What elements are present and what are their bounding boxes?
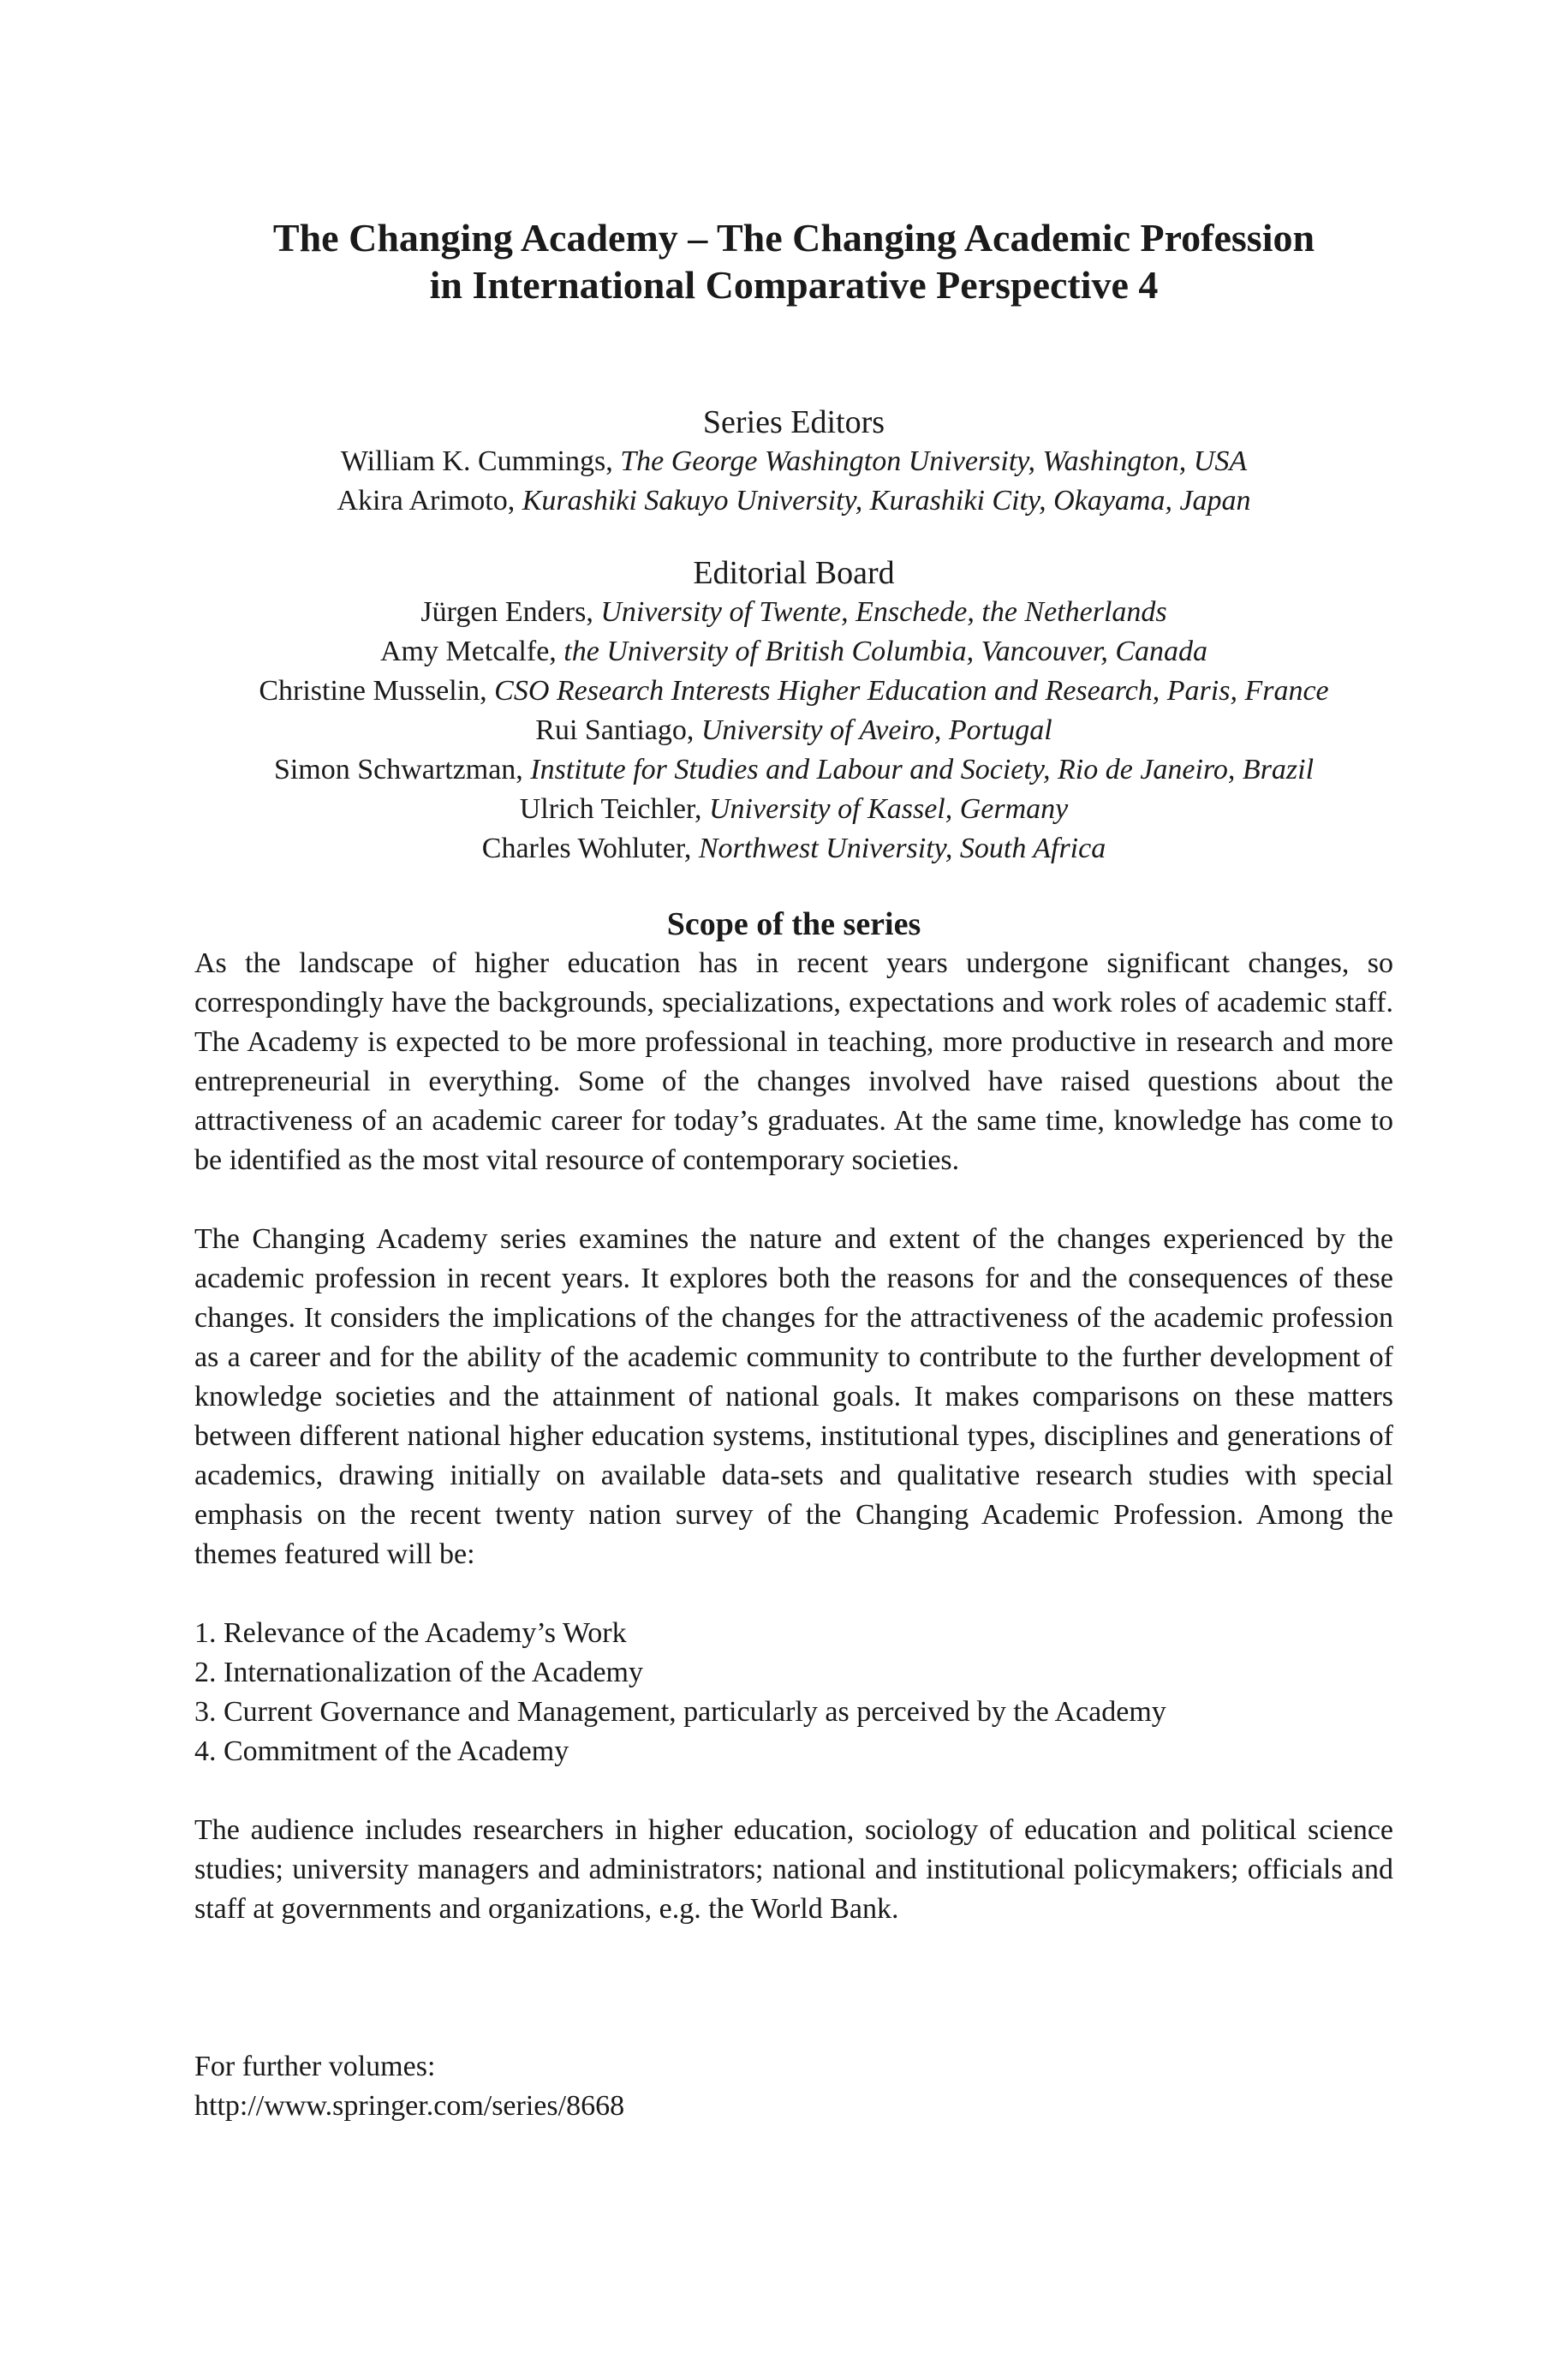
editorial-board-heading: Editorial Board	[693, 555, 895, 591]
series-title-line-2: in International Comparative Perspective 4	[429, 263, 1159, 307]
board-member-entry	[194, 672, 1393, 711]
theme-item: 2. Internationalization of the Academy	[194, 1657, 643, 1688]
member-affiliation: Institute for Studies and Labour and Society, Rio de Janeiro, Brazil	[530, 754, 1315, 785]
series-editors-block	[194, 403, 1393, 521]
editor-affiliation: Kurashiki Sakuyo University, Kurashiki City, Okayama, Japan	[522, 485, 1251, 517]
editor-name: Akira Arimoto,	[337, 485, 522, 517]
member-name: Ulrich Teichler,	[519, 793, 709, 825]
theme-item: 4. Commitment of the Academy	[194, 1735, 569, 1767]
scope-heading: Scope of the series	[666, 906, 921, 942]
member-affiliation: University of Twente, Enschede, the Netherlands	[600, 596, 1167, 628]
series-url-link[interactable]: http://www.springer.com/series/8668	[194, 2090, 625, 2122]
member-affiliation: University of Kassel, Germany	[708, 793, 1069, 825]
board-member-entry	[194, 790, 1393, 829]
board-member-entry	[194, 593, 1393, 632]
member-name: Charles Wohluter,	[481, 833, 699, 864]
theme-item: 1. Relevance of the Academy’s Work	[194, 1617, 627, 1649]
member-affiliation: University of Aveiro, Portugal	[701, 714, 1052, 746]
page-content	[194, 214, 1393, 2126]
series-editor-entry	[194, 442, 1393, 481]
member-name: Jürgen Enders,	[420, 596, 601, 628]
scope-paragraph-1: As the landscape of higher education has in recent years undergone significant changes, so correspondingly have the backgrounds, specializations, expectations and work roles of academic staff. The Academy is expected to be more professional in teaching, more productive in research and more entrepreneurial in everything. Some of the changes involved have raised questions about the attractiveness of an academic career for today’s graduates. At the same time, knowledge has come to be identified as the most vital resource of contemporary societies.	[194, 947, 1393, 1176]
series-editor-entry	[194, 481, 1393, 521]
editor-name: William K. Cummings,	[340, 445, 621, 477]
audience-paragraph: The audience includes researchers in higher education, sociology of education and political science studies; university managers and administrators; national and institutional policymakers; officials and staff at governments and organizations, e.g. the World Bank.	[194, 1814, 1393, 1925]
member-affiliation: the University of British Columbia, Vancouver, Canada	[563, 636, 1208, 667]
board-member-entry	[194, 711, 1393, 750]
member-affiliation: Northwest University, South Africa	[698, 833, 1106, 864]
series-editors-heading: Series Editors	[702, 404, 885, 440]
editor-affiliation: The George Washington University, Washington, USA	[620, 445, 1248, 477]
editorial-board-block	[194, 553, 1393, 869]
series-title	[194, 214, 1393, 308]
series-title-line-1: The Changing Academy – The Changing Academic Profession	[272, 216, 1315, 260]
member-affiliation: CSO Research Interests Higher Education and Research, Paris, France	[494, 675, 1329, 707]
further-volumes	[194, 2047, 1393, 2126]
further-volumes-label: For further volumes:	[194, 2051, 436, 2082]
board-member-entry	[194, 750, 1393, 790]
member-name: Amy Metcalfe,	[379, 636, 564, 667]
themes-list	[194, 1614, 1393, 1771]
board-member-entry	[194, 829, 1393, 869]
theme-item: 3. Current Governance and Management, particularly as perceived by the Academy	[194, 1696, 1166, 1728]
member-name: Rui Santiago,	[535, 714, 701, 746]
member-name: Simon Schwartzman,	[273, 754, 531, 785]
scope-paragraph-2: The Changing Academy series examines the nature and extent of the changes experienced by the academic profession in recent years. It explores both the reasons for and the consequences of these changes. It considers the implications of the changes for the attractiveness of the academic profession as a career and for the ability of the academic community to contribute to the further development of knowledge societies and the attainment of national goals. It makes comparisons on these matters between different national higher education systems, institutional types, disciplines and generations of academics, drawing initially on available data-sets and qualitative research studies with special emphasis on the recent twenty nation survey of the Changing Academic Profession. Among the themes featured will be:	[194, 1223, 1393, 1570]
member-name: Christine Musselin,	[259, 675, 495, 707]
board-member-entry	[194, 632, 1393, 672]
